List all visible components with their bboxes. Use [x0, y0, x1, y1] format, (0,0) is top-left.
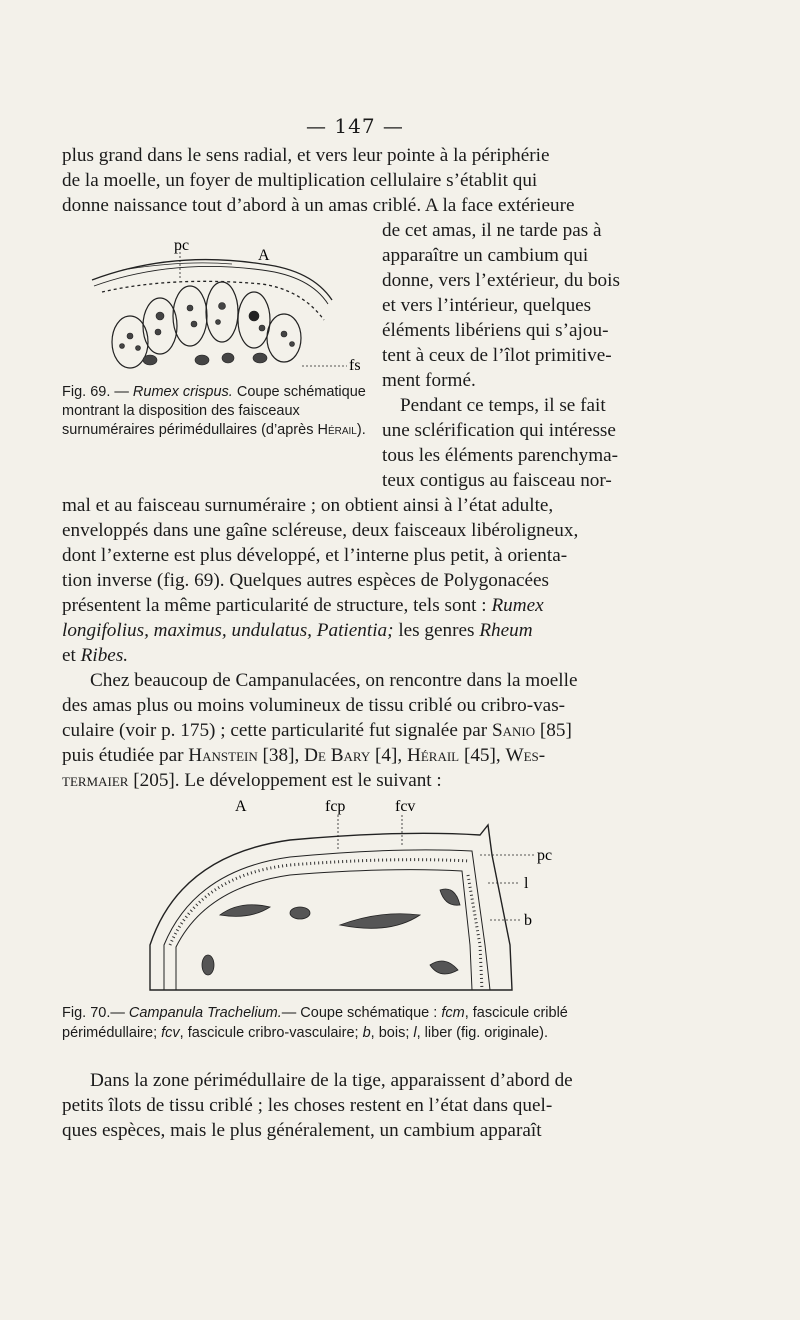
text-line: apparaître un cambium qui	[382, 245, 589, 266]
text-line	[62, 618, 640, 643]
caption-species: Campanula Trachelium.	[128, 1005, 282, 1021]
fig70-label-pc: pc	[537, 847, 553, 864]
figure-70-caption	[62, 1003, 642, 1043]
text-line: ques espèces, mais le plus généralement, un cambium apparaît	[62, 1120, 542, 1141]
species-list: longifolius, maximus, undulatus, Patientia;	[62, 620, 394, 641]
caption-source-prefix: (d’après	[261, 422, 318, 438]
text-segment: [38],	[257, 745, 305, 766]
text-line: Chez beaucoup de Campanulacées, on rencontre dans la moelle	[90, 670, 578, 691]
paragraph-3	[62, 1068, 640, 1143]
caption-dash: —	[281, 1005, 297, 1021]
text-line: une sclérification qui intéresse	[382, 420, 616, 441]
right-column-text	[382, 218, 640, 493]
text-line: Pendant ce temps, il se fait	[400, 395, 606, 416]
text-line: des amas plus ou moins volumineux de tissu criblé ou cribro-vas-	[62, 695, 566, 716]
genus-ribes: Ribes.	[80, 645, 129, 666]
genus-rumex: Rumex	[491, 595, 544, 616]
text-line: enveloppés dans une gaîne scléreuse, deux faisceaux libéroligneux,	[62, 520, 579, 541]
fig69-label-a: A	[258, 247, 270, 264]
caption-abbrev-fcm: fcm	[441, 1005, 465, 1021]
caption-source-suffix: ).	[356, 422, 366, 438]
text-line: et vers l’intérieur, quelques	[382, 295, 592, 316]
text-segment: culaire (voir p. 175) ; cette particularité fut signalée par	[62, 720, 492, 741]
text-line: de cet amas, il ne tarde pas à	[382, 220, 602, 241]
text-segment: [85]	[535, 720, 572, 741]
text-line: dont l’externe est plus développé, et l’interne plus petit, à orienta-	[62, 545, 568, 566]
text-segment: [4],	[370, 745, 407, 766]
fig70-label-a: A	[235, 798, 247, 815]
author-wes: Wes-	[505, 745, 546, 766]
caption-abbrev-fcv: fcv	[161, 1025, 180, 1041]
caption-source-author: Hérail	[317, 422, 357, 438]
text-line: mal et au faisceau surnuméraire ; on obtient ainsi à l’état adulte,	[62, 495, 554, 516]
fig69-label-fs: fs	[349, 357, 361, 374]
text-line: éléments libériens qui s’ajou-	[382, 320, 609, 341]
text-line: tent à ceux de l’îlot primitive-	[382, 345, 612, 366]
text-segment: [45],	[459, 745, 506, 766]
text-segment: présentent la même particularité de structure, tels sont :	[62, 595, 487, 616]
figure-69-caption	[62, 383, 367, 440]
paragraph-1	[62, 493, 640, 668]
author-termaier: termaier	[62, 770, 129, 791]
caption-number: Fig. 69. —	[62, 384, 129, 400]
fig70-label-b: b	[524, 912, 532, 929]
fig70-label-l: l	[524, 875, 529, 892]
caption-abbrev-l: l	[413, 1025, 417, 1041]
genus-rheum: Rheum	[479, 620, 533, 641]
author-de-bary: De Bary	[304, 745, 371, 766]
text-line	[62, 643, 640, 668]
caption-text: , bois;	[370, 1025, 414, 1041]
text-segment: puis étudiée par	[62, 745, 189, 766]
text-line	[62, 718, 640, 743]
text-line	[62, 768, 640, 793]
text-segment: et	[62, 645, 81, 666]
caption-text: Coupe schématique montrant la disposition des faisceaux surnuméraires périmédullaires	[62, 384, 366, 438]
text-line: tion inverse (fig. 69). Quelques autres espèces de Polygonacées	[62, 570, 549, 591]
author-hanstein: Hanstein	[188, 745, 258, 766]
text-line	[62, 743, 640, 768]
caption-text: Coupe schématique :	[296, 1005, 442, 1021]
figure-70-drawing	[140, 795, 660, 1000]
caption-text: , fascicule criblé périmédullaire;	[62, 1005, 568, 1041]
caption-number: Fig. 70.—	[62, 1005, 125, 1021]
figure-69-drawing	[62, 240, 372, 390]
text-segment: les genres	[393, 620, 480, 641]
text-line: ment formé.	[382, 370, 476, 391]
fig69-label-pc: pc	[174, 240, 190, 254]
caption-species: Rumex crispus.	[132, 384, 233, 400]
text-line	[62, 593, 640, 618]
text-line: tous les éléments parenchyma-	[382, 445, 619, 466]
text-line: Dans la zone périmédullaire de la tige, apparaissent d’abord de	[90, 1070, 573, 1091]
caption-abbrev-b: b	[362, 1025, 371, 1041]
text-line: plus grand dans le sens radial, et vers leur pointe à la périphérie	[62, 145, 550, 166]
text-line: donne naissance tout d’abord à un amas criblé. A la face extérieure	[62, 195, 575, 216]
page-number: — 147 —	[306, 114, 404, 138]
text-line: petits îlots de tissu criblé ; les choses restent en l’état dans quel-	[62, 1095, 553, 1116]
author-herail: Hérail	[407, 745, 460, 766]
text-line: de la moelle, un foyer de multiplication cellulaire s’établit qui	[62, 170, 538, 191]
text-segment: [205]. Le développement est le suivant :	[128, 770, 442, 791]
fig70-label-fcv: fcv	[395, 798, 416, 815]
fig70-label-fcp: fcp	[325, 798, 346, 815]
text-line: teux contigus au faisceau nor-	[382, 470, 612, 491]
paragraph-2	[62, 668, 640, 793]
caption-text: , liber (fig. originale).	[416, 1025, 548, 1041]
intro-paragraph	[62, 143, 640, 218]
text-line: donne, vers l’extérieur, du bois	[382, 270, 620, 291]
caption-text: , fascicule cribro-vasculaire;	[179, 1025, 363, 1041]
author-sanio: Sanio	[491, 720, 536, 741]
